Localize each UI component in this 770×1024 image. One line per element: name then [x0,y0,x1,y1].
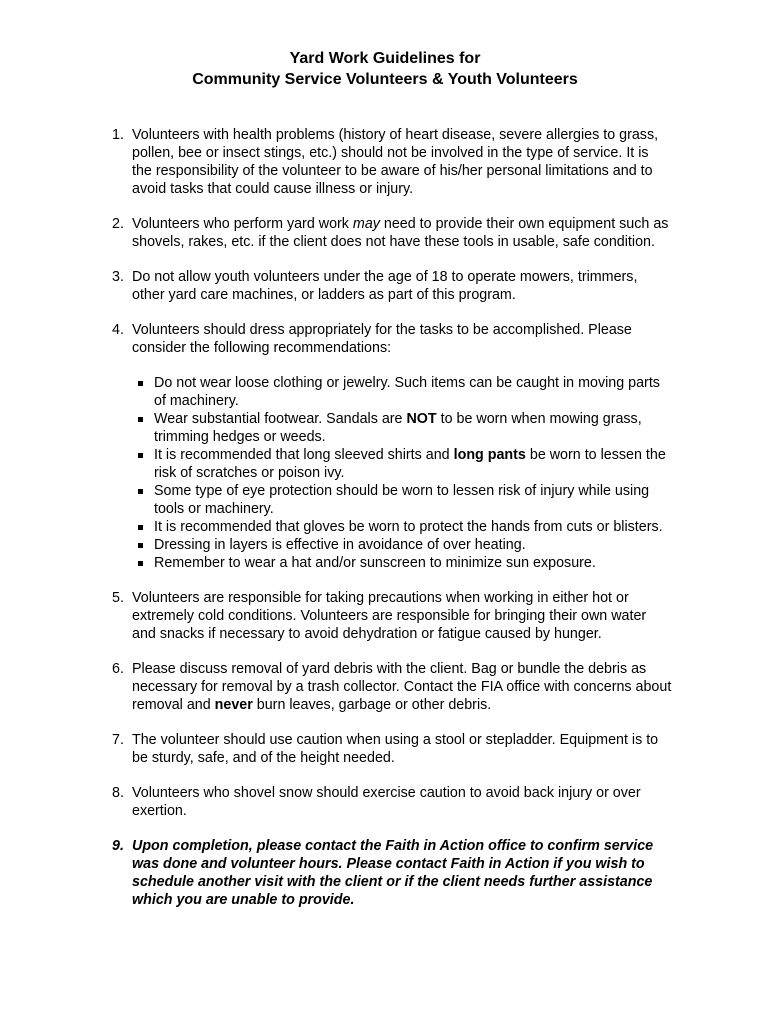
item-text: Volunteers who shovel snow should exercise caution to avoid back injury or over exertion. [132,785,641,819]
item-number: 9. [112,838,124,854]
item-emphasis: never [214,697,253,713]
bullet-text: Do not wear loose clothing or jewelry. Such items can be caught in moving parts of machinery. [154,375,660,409]
guidelines-list [112,126,672,926]
item-number: 7. [112,732,124,748]
item-text-post: need to provide their own equipment such as shovels, rakes, etc. if the client does not have these tools in usable, safe condition. [132,216,669,250]
list-item [112,589,672,643]
list-item [112,268,672,304]
bullet-text-post: be worn to lessen the risk of scratches or poison ivy. [154,447,666,481]
recommendations-list [132,374,672,572]
bullet-text: Remember to wear a hat and/or sunscreen to minimize sun exposure. [154,555,596,571]
bullet-item [134,446,672,482]
bullet-item [134,410,672,446]
bullet-text: It is recommended that gloves be worn to protect the hands from cuts or blisters. [154,519,663,535]
item-text-post: burn leaves, garbage or other debris. [252,697,492,713]
list-item-final [112,837,672,909]
bullet-text: Some type of eye protection should be worn to lessen risk of injury while using tools or machinery. [154,483,650,517]
title-line-1: Yard Work Guidelines for [289,50,481,67]
list-item [112,126,672,198]
title-line-2: Community Service Volunteers & Youth Volunteers [192,71,578,88]
item-number: 1. [112,127,124,143]
list-item [112,215,672,251]
item-text: Volunteers with health problems (history of heart disease, severe allergies to grass, pollen, bee or insect stings, etc.) should not be involved in the type of service. It is the responsibility of the volunteer to be aware of his/her personal limitations and to avoid tasks that could cause illness or injury. [132,127,659,197]
bullet-item [134,374,672,410]
bullet-item [134,554,672,572]
item-text: Upon completion, please contact the Faith in Action office to confirm service was done and volunteer hours. Please contact Faith in Action if you wish to schedule another visit with the client or if the client needs further assistance which you are unable to provide. [132,838,654,908]
item-text-pre: Volunteers who perform yard work [132,216,353,232]
item-text-pre: Please discuss removal of yard debris with the client. Bag or bundle the debris as necessary for removal by a trash collector. Contact the FIA office with concerns about removal and [132,661,672,713]
item-number: 3. [112,269,124,285]
bullet-item [134,536,672,554]
item-text: Do not allow youth volunteers under the age of 18 to operate mowers, trimmers, other yard care machines, or ladders as part of this program. [132,269,638,303]
bullet-item [134,482,672,518]
bullet-text-pre: Wear substantial footwear. Sandals are [154,411,407,427]
list-item [112,660,672,714]
bullet-text: Dressing in layers is effective in avoidance of over heating. [154,537,526,553]
bullet-emphasis: long pants [453,447,526,463]
item-number: 6. [112,661,124,677]
item-number: 2. [112,216,124,232]
item-text: Volunteers should dress appropriately for the tasks to be accomplished. Please consider the following recommendations: [132,322,632,356]
bullet-text-pre: It is recommended that long sleeved shirts and [154,447,454,463]
item-number: 8. [112,785,124,801]
bullet-item [134,518,672,536]
list-item [112,784,672,820]
list-item [112,321,672,572]
item-text: Volunteers are responsible for taking precautions when working in either hot or extremely cold conditions. Volunteers are responsible for bringing their own water and snacks if necessary to avoid dehydration or fatigue caused by hunger. [132,590,647,642]
item-text: The volunteer should use caution when using a stool or stepladder. Equipment is to be sturdy, safe, and of the height needed. [132,732,659,766]
item-number: 5. [112,590,124,606]
bullet-text-post: to be worn when mowing grass, trimming hedges or weeds. [154,411,642,445]
list-item [112,731,672,767]
item-number: 4. [112,322,124,338]
item-emphasis: may [352,216,380,232]
bullet-emphasis: NOT [406,411,437,427]
